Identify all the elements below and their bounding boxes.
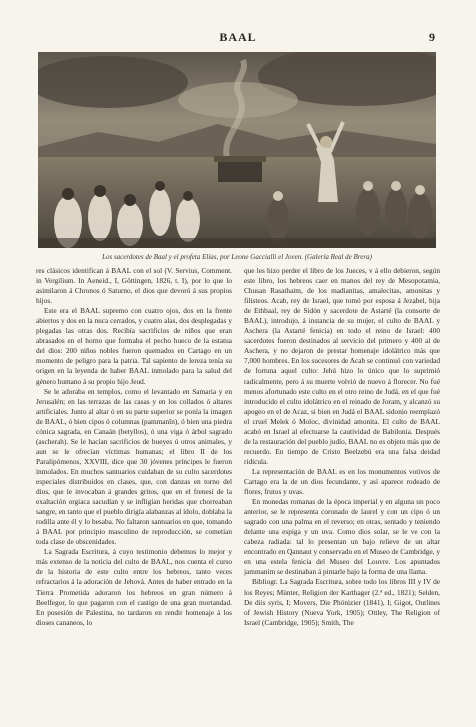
paragraph: Se le adoraba en templos, como el levantado en Samaria y en Jerusalén; en las terrazas de las casas y en los collados ó altares artificiales. Junto al altar ó en su parte superior se ponía la imagen de BAAL, ó bien cipos ó columnas (pammanîn), ó bien una piedra cónica sagrada, en Canaán (betyllos), ó una viga ó árbol sagrado (ascherah). Se le hacían sacrificios de bueyes ú otros animales, y aun se le ofrecían víctimas humanas; el libro II de los Paralipómenos, XXVIII, dice que 30 jóvenes príncipes le fueron inmolados. En muchos santuarios cuidaban de su culto sacerdotes especiales distribuidos en clases, que, con danzas en torno del dios, que le invocaban á grandes gritos, que en el frenesí de la exaltación orgiaca sacudían y se infligían heridas que chorreaban sangre, en tanto que el pueblo dirigía alabanzas al ídolo, doblaba la rodilla ante él y lo besaba. No faltaron santuarios en que, tomando á BAAL por principio masculino de reproducción, se cometían toda clase de obscenidades. — [36, 386, 232, 547]
painting-image — [38, 52, 436, 248]
paragraph: La Sagrada Escritura, á cuyo testimonio debemos lo mejor y más extenso de la noticia del culto de BAAL, nos cuenta el curso de la historia de este culto entre los hebreos, tanto veces refractarios á la adoración de Jehová. Antes de haber entrado en la Tierra Prometida adoraron los hebreos en gran número á Beelfegor, lo que pagaron con el castigo de una gran mortandad. En posesión de Palestina, no tardaron en rendir homenaje á los dioses cananeos, lo — [36, 547, 232, 627]
running-head: BAAL — [219, 30, 257, 44]
figure-caption: Los sacerdotes de Baal y el profeta Elías, por Leone Gaccialli el Joven. (Galería Real de Brera) — [102, 253, 372, 261]
right-column — [244, 266, 440, 710]
left-column — [36, 266, 232, 710]
page-header — [40, 30, 436, 44]
paragraph: En monedas romanas de la época imperial y en alguna un poco anterior, se le representa coronado de laurel y con un cipo ó un sagrado con una palma en el reverso; en otras, sentado y teniendo delante una espiga y un uva. Como dios solar, se le ve con la cabeza radiada: tal lo presentan un bajo relieve de un altar encontrado en Qannaut y conservado en el Museo de Cambridge, y en una estela fenicia del Museo del Louvre. Los apuntados jammanim se destinaban á pintarle bajo la forma de una llama. — [244, 497, 440, 577]
paragraph: que les hizo perder el libro de los Jueces, v á ello debieron, según este libro, los hebreos caer en manos del rey de Mesopotamia, Chusan Rasathaim, de los madianitas, amalecitas, amonitas y filisteos. Acab, rey de Israel, que tomó por esposa á Jezabel, hija de Ethbaal, rey de Sidón y sacerdote de Astarté (la consorte de BAAL), introdujo, á instancia de su mujer, el culto de BAAL y Aschera (la Astarté fenicia) en todo el reino de Israel: 400 sacerdotes fueron destinados al servicio del primero y 400 al de Aschera, y no dejaron de prestar homenaje idolátrico más que 7,000 hombres. En los sucesores de Acab se continuó con variedad de fortuna aquel culto: Jehú hizo lo único que lo suprimió radicalmente, pero á su muerte volvió de nuevo á florecer. No fué menos afortunado este culto en el otro reino de Judá, en el que fué introducido el culto idolátrico en el reinado de Joram, y alcanzó su apogeo en el de Acaz, si bien en Judá el BAAL sidonio reemplazó el cruel Melek ó Moloc, divinidad amonita. El culto de BAAL acabó en Israel al efectuarse la cautividad de Babilonia. Después de la restauración del pueblo judío, BAAL no es objeto más que de recuerdo. En tiempo de Cristo Beelzebú era una falsa deidad ridícula. — [244, 266, 440, 466]
painting-illustration — [38, 52, 436, 248]
page-number: 9 — [429, 30, 436, 44]
text-columns — [36, 266, 440, 710]
paragraph: Bibliogr. La Sagrada Escritura, sobre todo los libros III y IV de los Reyes; Münter, Religion der Karthager (2.ª ed., 1821); Selden, De diis syris, I; Movers, Die Phönizier (1841), I; Gigot, Outlines of Jewish History (Nueva York, 1905); Ottley, The Religion of Israel (Cambridge, 1905); Smith, The — [244, 577, 440, 627]
paragraph: res clásicos identifican á BAAL con el sol (V. Servius, Comment. in Vergilium. In Aeneid., I, Göttingen, 1826, t. I), por lo que lo asimilaron á Chronos ó Saturno, el dios que devoró á sus propios hijos. — [36, 266, 232, 306]
paragraph: Este era el BAAL supremo con cuatro ojos, dos en la frente abiertos y dos en la nuca cerrados, y cuatro alas, dos desplegadas y plegadas las otras dos. Recibía sacrificios de niños que eran abrasados en el horno que formaba el pecho hueco de la estatua del dios: 200 niños nobles fueron quemados en Cartago en un momento de peligro para la patria. Tal sapiento de lereza tenía su origen en la leyenda de haber BAAL inmolado para la salud del género humano á su propio hijo Jeud. — [36, 306, 232, 386]
paragraph: La representación de BAAL es en los monumentos votivos de Cartago era la de un dios fecundante, y así aparece rodeado de flores, frutos y uvas. — [244, 466, 440, 497]
